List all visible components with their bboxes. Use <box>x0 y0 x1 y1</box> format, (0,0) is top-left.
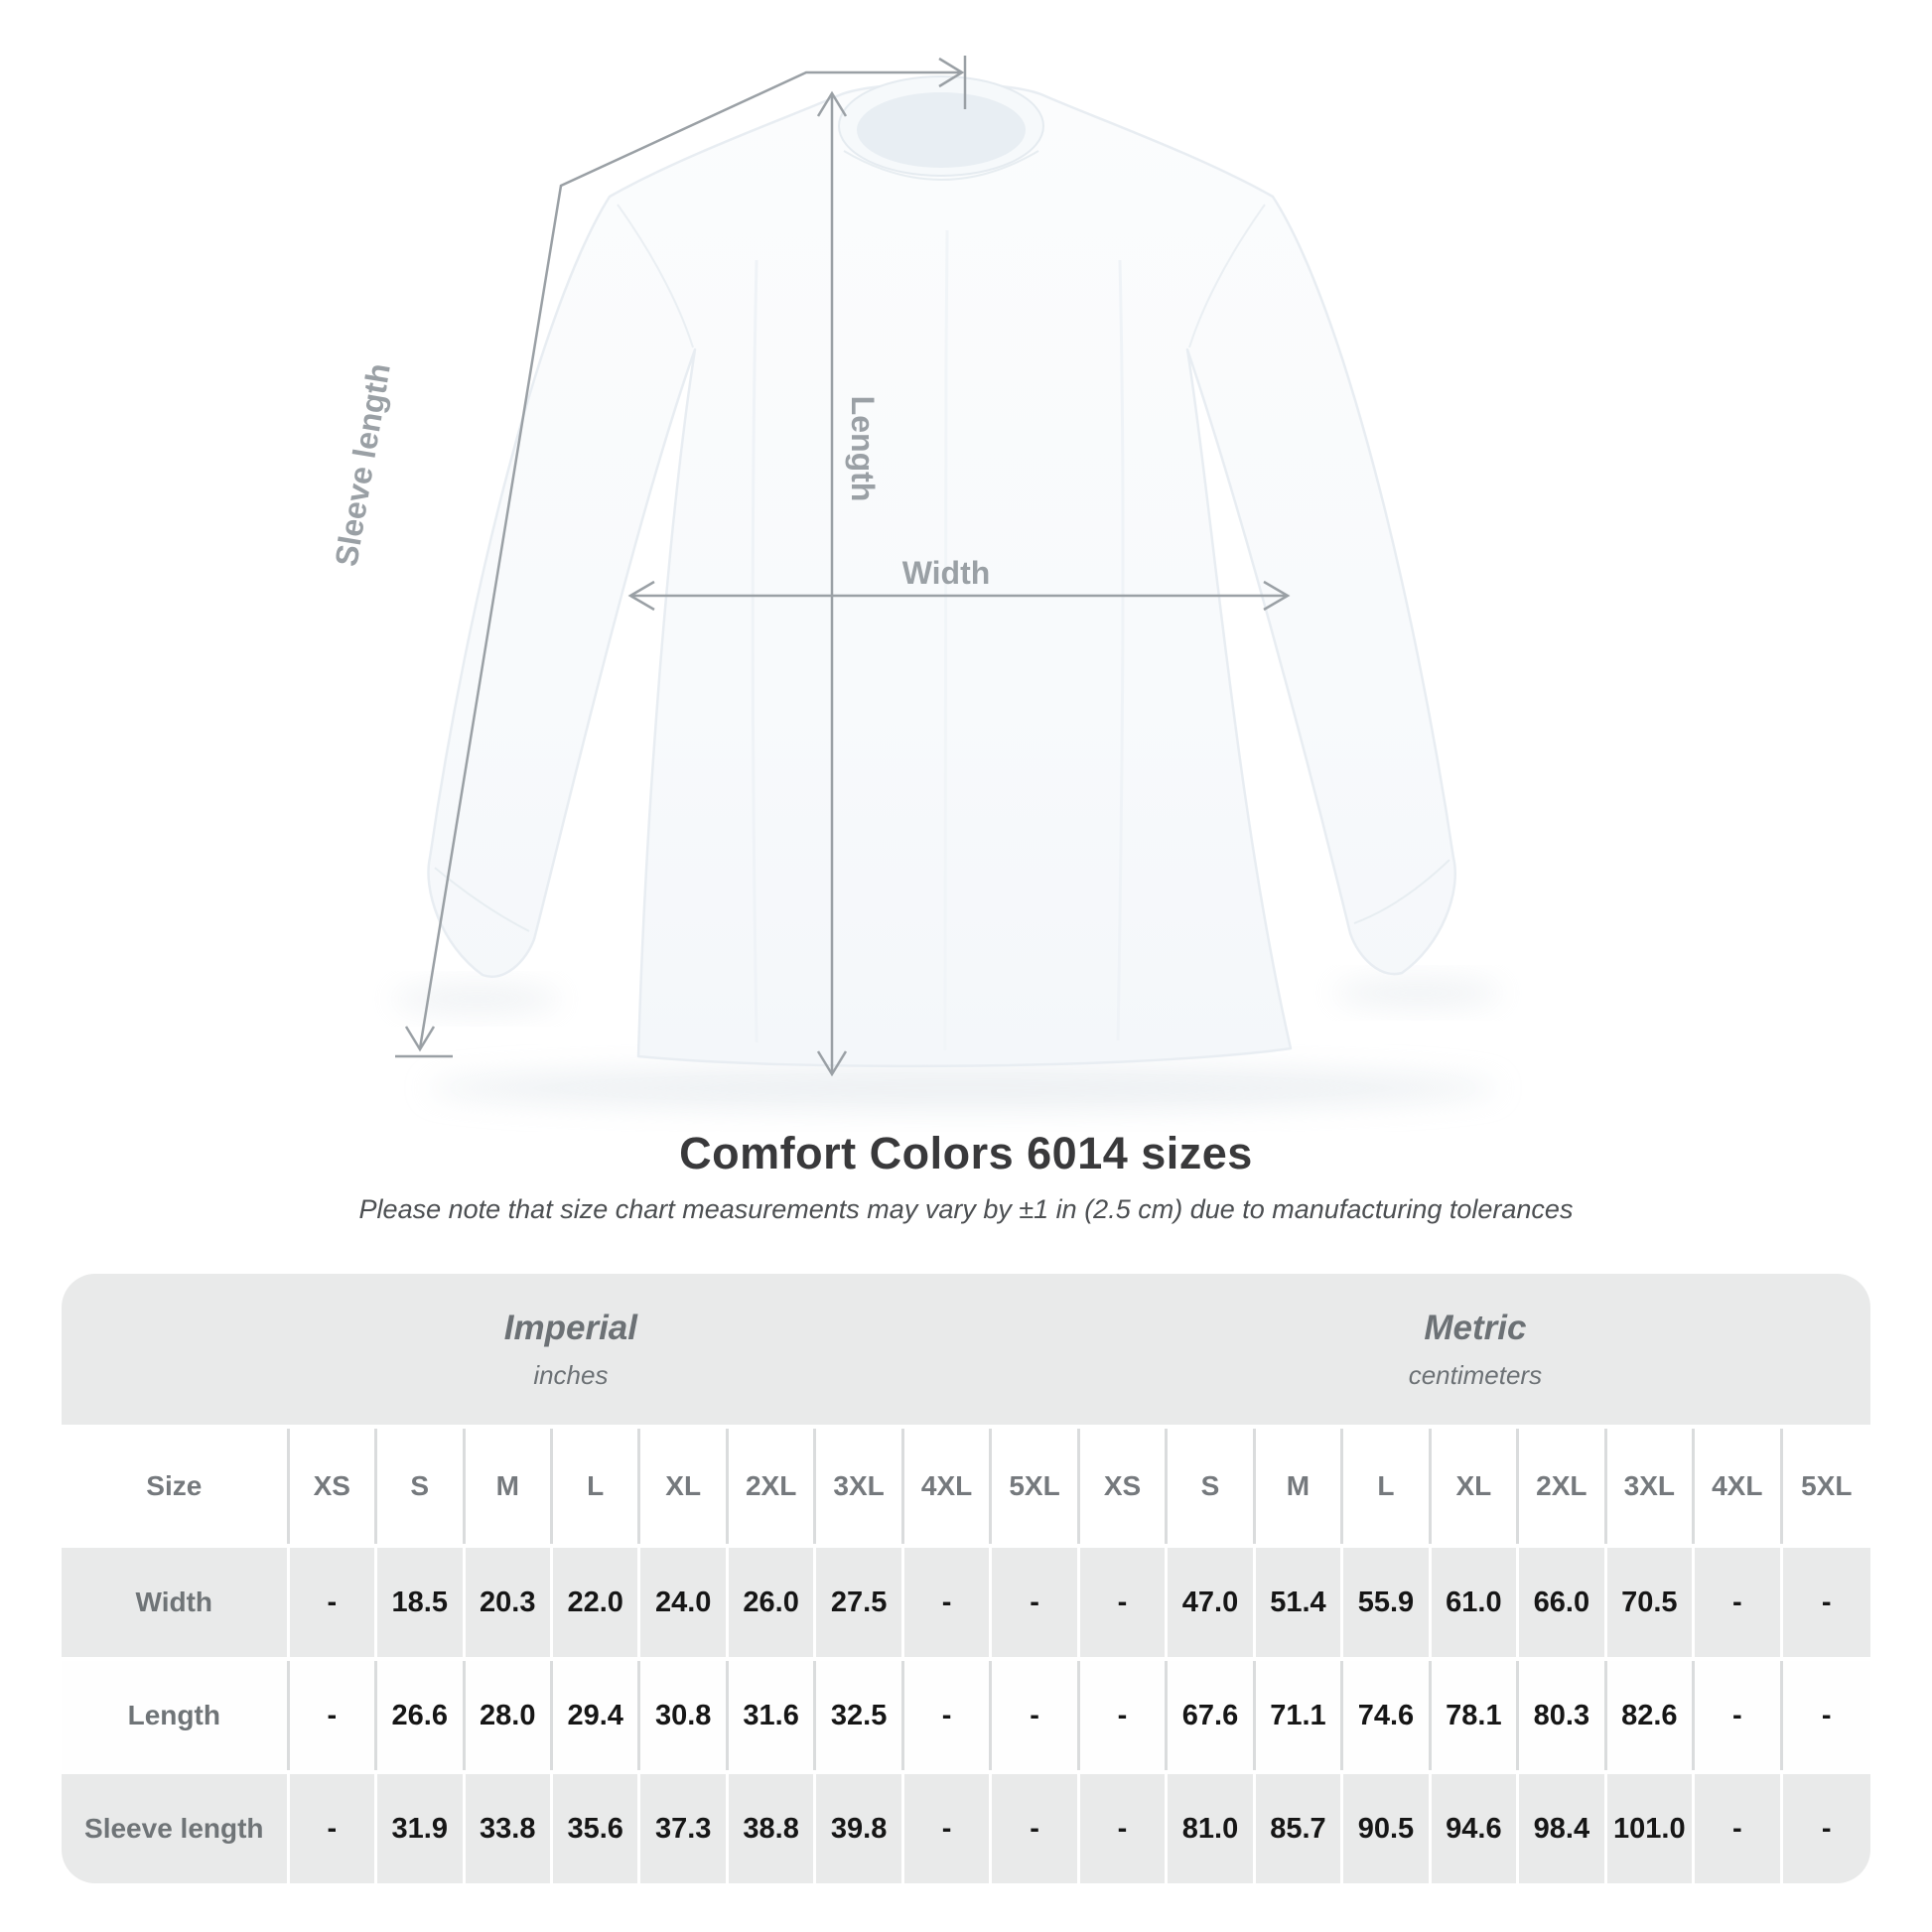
size-header: M <box>1256 1429 1343 1544</box>
measurement-cell: 98.4 <box>1519 1774 1606 1883</box>
title-block <box>0 1128 1932 1225</box>
measurement-cell: - <box>1783 1661 1870 1770</box>
size-header-row <box>62 1429 1870 1544</box>
measurement-cell: - <box>904 1661 992 1770</box>
size-header: S <box>1168 1429 1255 1544</box>
metric-heading: Metric <box>1424 1308 1527 1347</box>
length-label: Length <box>845 395 881 502</box>
size-header: XS <box>290 1429 377 1544</box>
measurement-cell: 78.1 <box>1432 1661 1519 1770</box>
table-row-sleeve-length <box>62 1774 1870 1883</box>
measurement-cell: 18.5 <box>377 1548 465 1657</box>
measurement-cell: 94.6 <box>1432 1774 1519 1883</box>
measurement-cell: - <box>904 1774 992 1883</box>
size-header: 5XL <box>992 1429 1079 1544</box>
measurement-cell: 61.0 <box>1432 1548 1519 1657</box>
measurement-cell: - <box>290 1548 377 1657</box>
measurement-cell: 71.1 <box>1256 1661 1343 1770</box>
size-header: 5XL <box>1783 1429 1870 1544</box>
measurement-cell: 22.0 <box>553 1548 640 1657</box>
measurement-cell: - <box>1080 1548 1168 1657</box>
size-header: L <box>553 1429 640 1544</box>
size-header: L <box>1343 1429 1431 1544</box>
measurement-cell: 80.3 <box>1519 1661 1606 1770</box>
measurement-cell: 27.5 <box>816 1548 903 1657</box>
measurement-cell: 32.5 <box>816 1661 903 1770</box>
row-label: Sleeve length <box>62 1774 290 1883</box>
measurement-cell: - <box>992 1548 1079 1657</box>
row-label: Length <box>62 1661 290 1770</box>
measurement-cell: 24.0 <box>640 1548 728 1657</box>
size-grid <box>62 1425 1870 1887</box>
size-header: 4XL <box>1695 1429 1782 1544</box>
size-header: XL <box>1432 1429 1519 1544</box>
measurement-cell: 26.0 <box>729 1548 816 1657</box>
page-title: Comfort Colors 6014 sizes <box>679 1128 1253 1178</box>
measurement-cell: 37.3 <box>640 1774 728 1883</box>
size-header: 3XL <box>816 1429 903 1544</box>
measurement-cell: 20.3 <box>466 1548 553 1657</box>
size-header: 2XL <box>1519 1429 1606 1544</box>
measurement-cell: 35.6 <box>553 1774 640 1883</box>
measurement-cell: - <box>1783 1774 1870 1883</box>
measurement-cell: - <box>992 1774 1079 1883</box>
table-row-width <box>62 1548 1870 1657</box>
measurement-cell: 101.0 <box>1607 1774 1695 1883</box>
size-chart-table <box>62 1274 1870 1887</box>
width-label: Width <box>901 555 991 591</box>
size-header: 3XL <box>1607 1429 1695 1544</box>
measurement-cell: 74.6 <box>1343 1661 1431 1770</box>
measurement-cell: 85.7 <box>1256 1774 1343 1883</box>
unit-group-metric <box>1080 1274 1870 1425</box>
imperial-heading: Imperial <box>503 1308 637 1347</box>
measurement-cell: 90.5 <box>1343 1774 1431 1883</box>
measurement-cell: - <box>904 1548 992 1657</box>
size-column-header: Size <box>62 1429 290 1544</box>
measurement-cell: 70.5 <box>1607 1548 1695 1657</box>
measurement-cell: 81.0 <box>1168 1774 1255 1883</box>
measurement-cell: - <box>1080 1774 1168 1883</box>
measurement-cell: - <box>1080 1661 1168 1770</box>
hem-shadow <box>427 1066 1499 1110</box>
measurement-cell: 30.8 <box>640 1661 728 1770</box>
measurement-cell: - <box>1695 1661 1782 1770</box>
sleeve-length-label: Sleeve length <box>328 360 397 569</box>
measurement-cell: - <box>290 1774 377 1883</box>
table-row-length <box>62 1661 1870 1770</box>
measurement-cell: 51.4 <box>1256 1548 1343 1657</box>
measurement-cell: 31.6 <box>729 1661 816 1770</box>
measurement-cell: 82.6 <box>1607 1661 1695 1770</box>
measurement-cell: - <box>1783 1548 1870 1657</box>
measurement-cell: 67.6 <box>1168 1661 1255 1770</box>
measurement-cell: 55.9 <box>1343 1548 1431 1657</box>
left-cuff-shadow <box>392 985 561 1013</box>
metric-subheading: centimeters <box>1408 1359 1543 1390</box>
measurement-cell: 38.8 <box>729 1774 816 1883</box>
measurement-cell: 26.6 <box>377 1661 465 1770</box>
row-label: Width <box>62 1548 290 1657</box>
imperial-subheading: inches <box>533 1359 609 1390</box>
page-subtitle: Please note that size chart measurements may vary by ±1 in (2.5 cm) due to manufacturing tolerances <box>358 1194 1574 1224</box>
measurement-cell: 33.8 <box>466 1774 553 1883</box>
size-header: XL <box>640 1429 728 1544</box>
measurement-cell: 29.4 <box>553 1661 640 1770</box>
measurement-cell: 31.9 <box>377 1774 465 1883</box>
measurement-cell: 66.0 <box>1519 1548 1606 1657</box>
measurement-cell: - <box>290 1661 377 1770</box>
measurement-cell: - <box>1695 1774 1782 1883</box>
unit-group-imperial <box>62 1274 1080 1425</box>
measurement-cell: 28.0 <box>466 1661 553 1770</box>
collar-opening <box>857 92 1026 168</box>
measurement-cell: - <box>992 1661 1079 1770</box>
size-header: 4XL <box>904 1429 992 1544</box>
size-header: S <box>377 1429 465 1544</box>
measurement-cell: 39.8 <box>816 1774 903 1883</box>
unit-header-band <box>62 1274 1870 1425</box>
measurement-cell: 47.0 <box>1168 1548 1255 1657</box>
right-cuff-shadow <box>1333 979 1502 1007</box>
size-header: XS <box>1080 1429 1168 1544</box>
size-header: M <box>466 1429 553 1544</box>
measurement-cell: - <box>1695 1548 1782 1657</box>
size-header: 2XL <box>729 1429 816 1544</box>
